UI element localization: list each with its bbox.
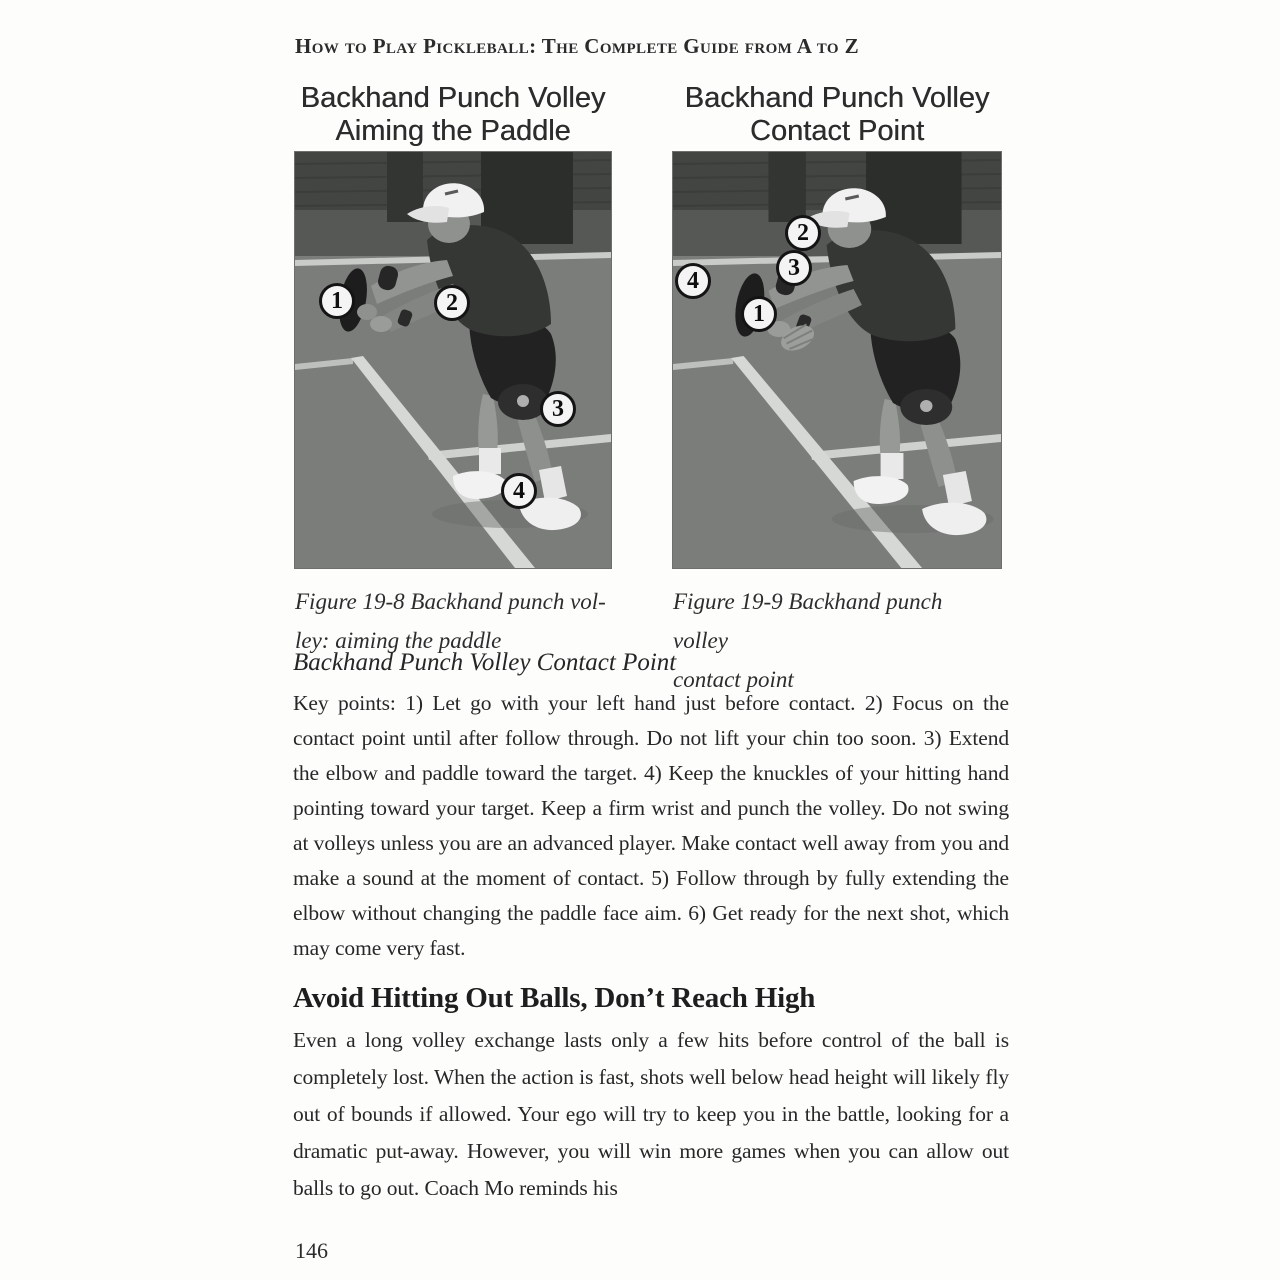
figure-19-8-title	[295, 82, 611, 148]
figure-marker-2: 2	[434, 285, 470, 321]
figures-row	[293, 82, 1009, 699]
paragraph-avoid-out-balls: Even a long volley exchange lasts only a few hits before control of the ball is completely lost. When the action is fast, shots well below head height will likely fly out of bounds if allowed. Your ego will try to keep you in the battle, looking for a dramatic put-away. However, you will win more games when you can allow out balls to go out. Coach Mo reminds his	[293, 1028, 1009, 1200]
court-player-illustration	[673, 152, 1001, 568]
figure-19-9-title	[673, 82, 1001, 148]
figure-19-8-photo	[295, 152, 611, 568]
figure-19-8-title-line2: Aiming the Paddle	[335, 115, 571, 147]
figure-19-8-caption-line1: Figure 19-8 Backhand punch vol-	[295, 589, 606, 614]
figure-marker-2: 2	[785, 215, 821, 251]
figure-19-8-title-line1: Backhand Punch Volley	[300, 82, 606, 114]
figure-marker-3: 3	[776, 250, 812, 286]
figure-19-9-title-line1: Backhand Punch Volley	[684, 82, 990, 114]
figure-marker-4: 4	[675, 263, 711, 299]
figure-marker-1: 1	[319, 283, 355, 319]
running-header: How to Play Pickleball: The Complete Guide from A to Z	[295, 34, 860, 58]
figure-19-9-photo	[673, 152, 1001, 568]
text-stack	[293, 648, 1009, 1207]
page-number: 146	[295, 1238, 328, 1263]
figure-marker-3: 3	[540, 391, 576, 427]
figure-19-8	[295, 82, 611, 699]
page-content-column	[293, 0, 1009, 1280]
figure-19-9-caption-line2: contact point	[673, 667, 794, 692]
figure-marker-1: 1	[741, 296, 777, 332]
figure-19-9-title-line2: Contact Point	[749, 115, 925, 147]
figure-19-9-caption-line1: Figure 19-9 Backhand punch volley	[673, 589, 943, 653]
paragraph-key-points: Key points: 1) Let go with your left hand just before contact. 2) Focus on the contact point until after follow through. Do not lift your chin too soon. 3) Extend the elbow and paddle toward the target. 4) Keep the knuckles of your hitting hand pointing toward your target. Keep a firm wrist and punch the volley. Do not swing at volleys unless you are an advanced player. Make contact well away from you and make a sound at the moment of contact. 5) Follow through by fully extending the elbow without changing the paddle face aim. 6) Get ready for the next shot, which may come very fast.	[293, 691, 1009, 960]
heading-avoid-out-balls: Avoid Hitting Out Balls, Don’t Reach High	[293, 982, 816, 1014]
figure-19-8-caption-line2: ley: aiming the paddle	[295, 628, 502, 653]
figure-marker-4: 4	[501, 473, 537, 509]
court-player-illustration	[295, 152, 611, 568]
figure-19-9	[673, 82, 1001, 699]
subheading-contact-point: Backhand Punch Volley Contact Point	[293, 649, 677, 676]
